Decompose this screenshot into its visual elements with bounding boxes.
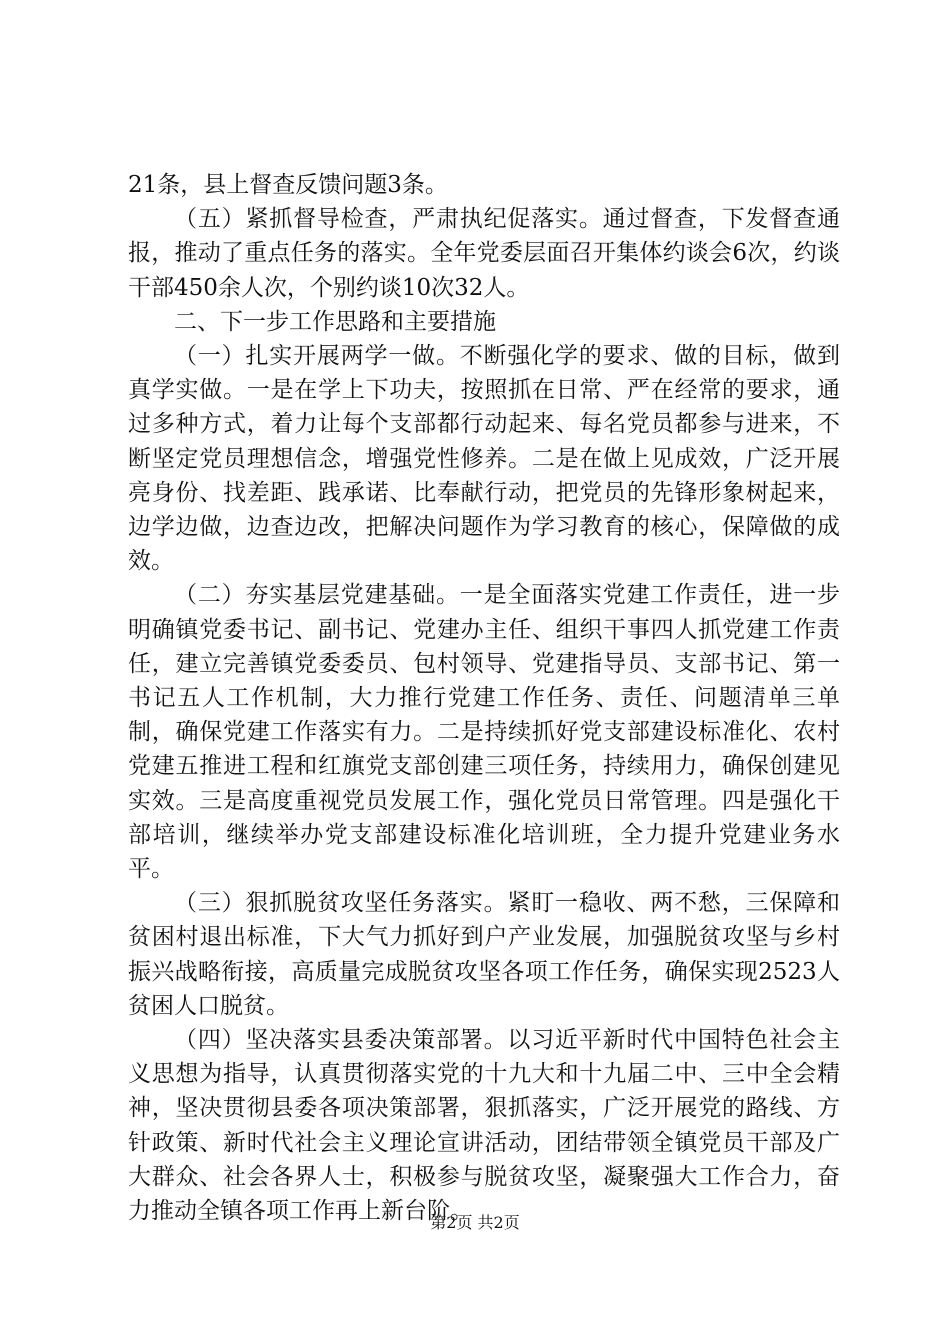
paragraph-4: （一）扎实开展两学一做。不断强化学的要求、做的目标，做到真学实做。一是在学上下功夫，按照抓在日常、严在经常的要求，通过多种方式，着力让每个支部都行动起来、每名党员都参与进来，不断坚定党员理想信念，增强党性修养。二是在做上见成效，广泛开展亮身份、找差距、践承诺、比奉献行动，把党员的先锋形象树起来，边学边做，边查边改，把解决问题作为学习教育的核心，保障做的成效。 [128,343,840,575]
paragraph-7: （四）坚决落实县委决策部署。以习近平新时代中国特色社会主义思想为指导，认真贯彻落实党的十九大和十九届二中、三中全会精神，坚决贯彻县委各项决策部署，狠抓落实，广泛开展党的路线、方针政策、新时代社会主义理论宣讲活动，团结带领全镇党员干部及广大群众、社会各界人士，积极参与脱贫攻坚，凝聚强大工作合力，奋力推动全镇各项工作再上新台阶。 [128,1027,840,1225]
paragraph-2: （五）紧抓督导检查，严肃执纪促落实。通过督查，下发督查通报，推动了重点任务的落实。全年党委层面召开集体约谈会6次，约谈干部450余人次，个别约谈10次32人。 [128,206,840,301]
paragraph-5: （二）夯实基层党建基础。一是全面落实党建工作责任，进一步明确镇党委书记、副书记、党建办主任、组织干事四人抓党建工作责任，建立完善镇党委委员、包村领导、党建指导员、支部书记、第一书记五人工作机制，大力推行党建工作任务、责任、问题清单三单制，确保党建工作落实有力。二是持续抓好党支部建设标准化、农村党建五推进工程和红旗党支部创建三项任务，持续用力，确保创建见实效。三是高度重视党员发展工作，强化党员日常管理。四是强化干部培训，继续举办党支部建设标准化培训班，全力提升党建业务水平。 [128,582,840,883]
page-footer: 第2页 共2页 [430,1213,520,1232]
paragraph-6: （三）狠抓脱贫攻坚任务落实。紧盯一稳收、两不愁，三保障和贫困村退出标准，下大气力抓好到户产业发展，加强脱贫攻坚与乡村振兴战略衔接，高质量完成脱贫攻坚各项工作任务，确保实现2523人贫困人口脱贫。 [128,890,840,1019]
document-body [128,168,840,1228]
paragraph-1: 21条，县上督查反馈问题3条。 [128,172,448,198]
section-heading: 二、下一步工作思路和主要措施 [174,308,496,335]
